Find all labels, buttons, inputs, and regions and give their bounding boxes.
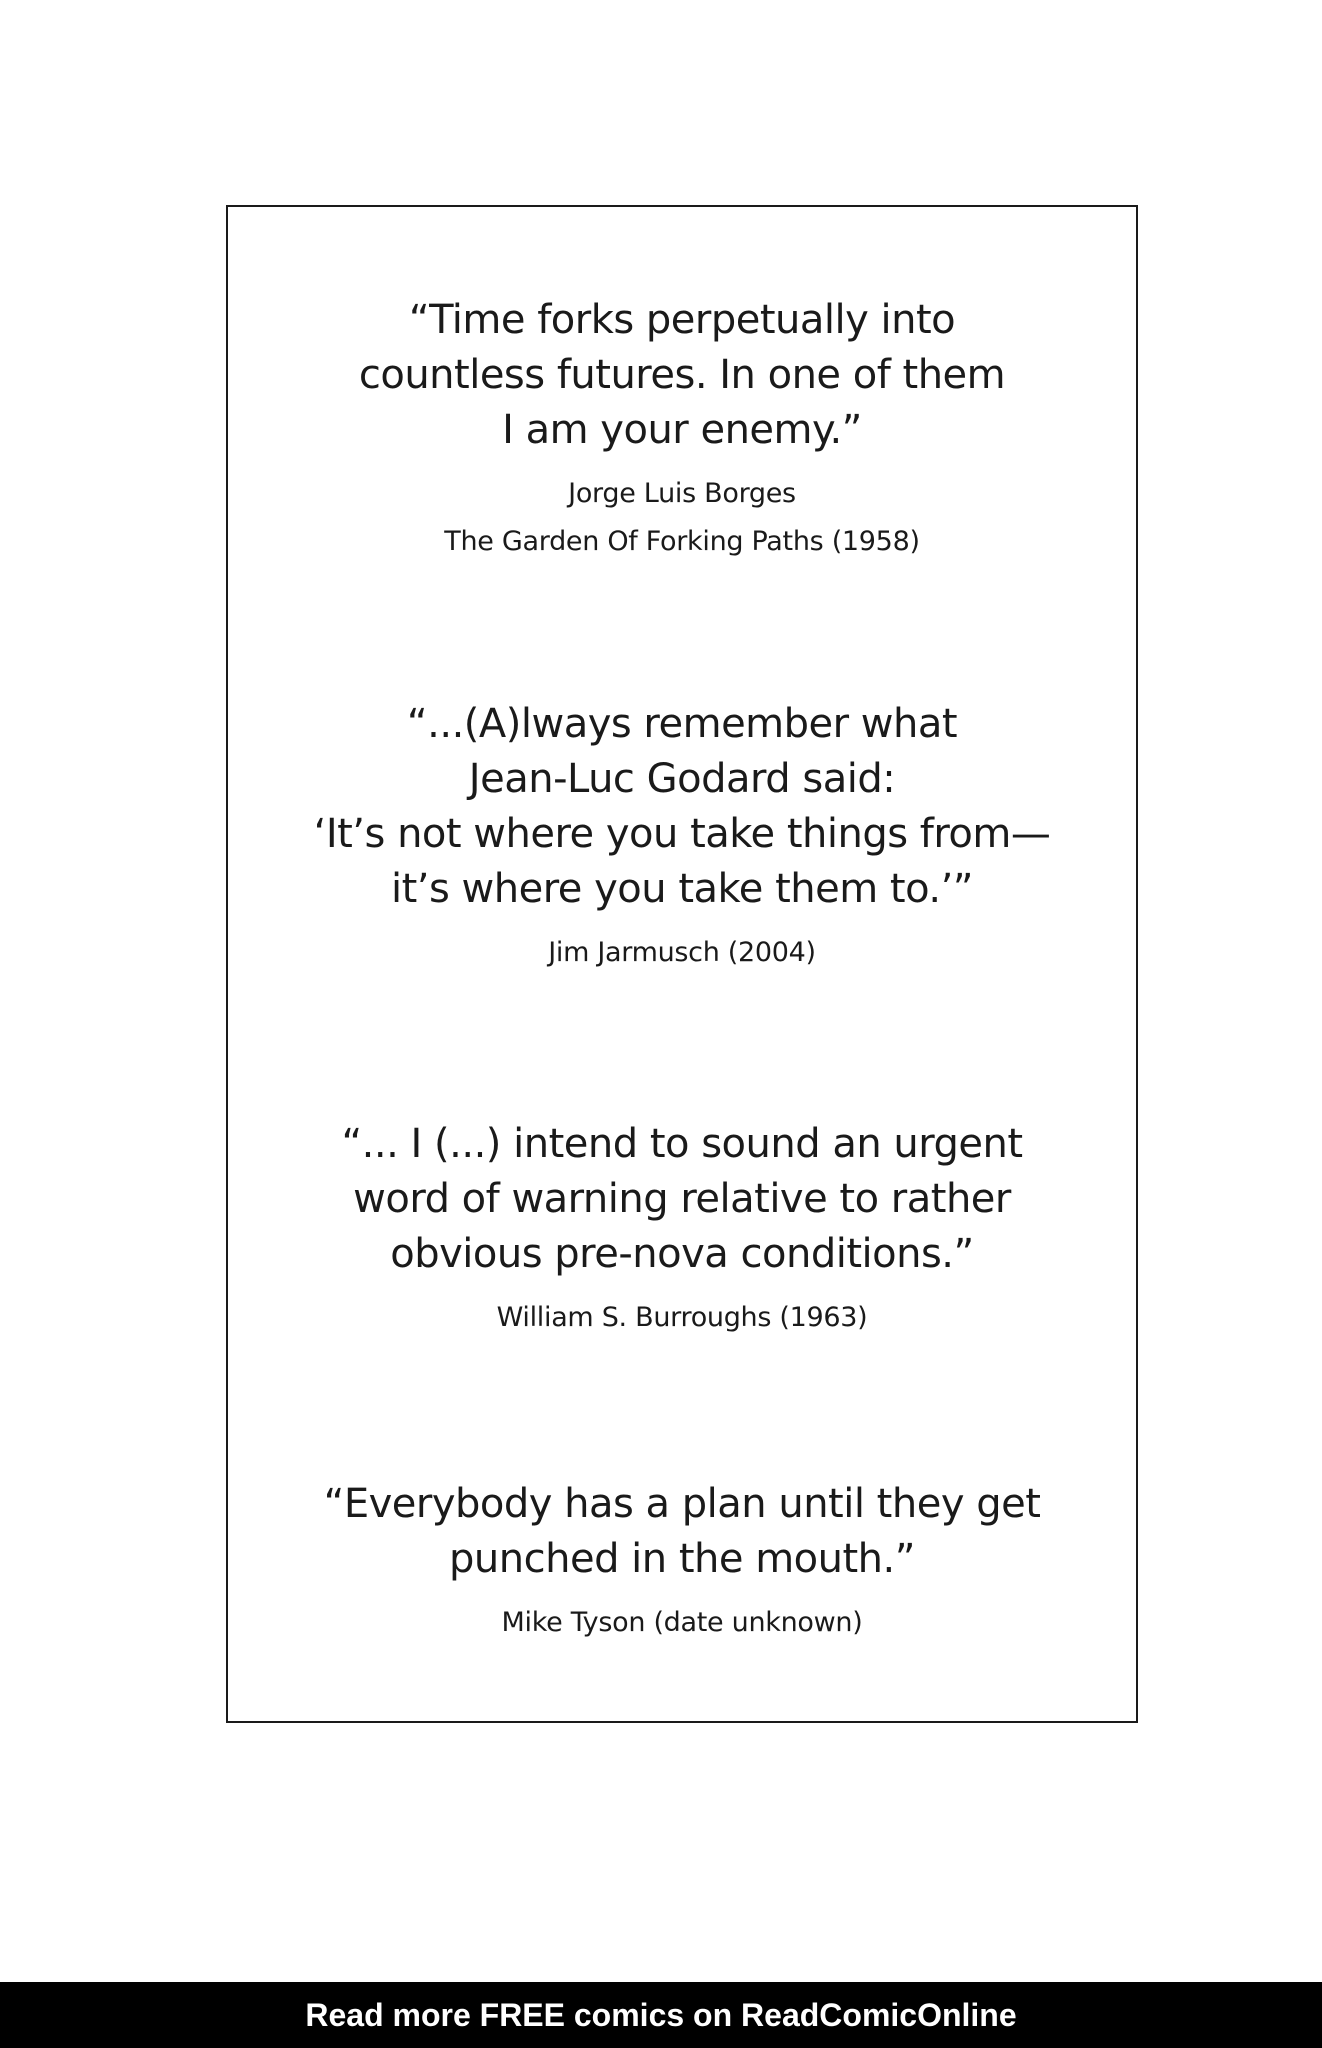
quote-attribution [228, 470, 1136, 566]
quote-line: ‘It’s not where you take things from— [313, 811, 1051, 857]
quote-line: Jean-Luc Godard said: [468, 756, 896, 802]
quote-line: punched in the mouth.” [449, 1536, 915, 1582]
quote-burroughs [228, 1117, 1136, 1342]
epigraph-frame [226, 205, 1138, 1723]
quote-line: word of warning relative to rather [353, 1176, 1011, 1222]
quote-line: “Time forks perpetually into [408, 297, 956, 343]
quote-borges [228, 293, 1136, 566]
attribution-line: Mike Tyson (date unknown) [501, 1607, 863, 1638]
quote-line: I am your enemy.” [502, 407, 862, 453]
footer-banner[interactable] [0, 1982, 1322, 2048]
footer-link-text[interactable]: Read more FREE comics on ReadComicOnline [305, 1996, 1017, 2033]
attribution-line: The Garden Of Forking Paths (1958) [444, 526, 920, 557]
attribution-line: Jorge Luis Borges [568, 478, 796, 509]
attribution-line: William S. Burroughs (1963) [496, 1302, 868, 1333]
quote-line: “... I (...) intend to sound an urgent [341, 1121, 1023, 1167]
quote-line: “Everybody has a plan until they get [323, 1481, 1041, 1527]
quote-attribution [228, 1294, 1136, 1342]
quote-line: obvious pre-nova conditions.” [390, 1231, 974, 1277]
quote-line: countless futures. In one of them [358, 352, 1006, 398]
quote-attribution [228, 1599, 1136, 1647]
quote-attribution [228, 929, 1136, 977]
attribution-line: Jim Jarmusch (2004) [548, 937, 816, 968]
quote-tyson [228, 1477, 1136, 1647]
quote-line: “...(A)lways remember what [406, 701, 958, 747]
quote-line: it’s where you take them to.’” [390, 866, 974, 912]
quote-jarmusch [228, 697, 1136, 977]
